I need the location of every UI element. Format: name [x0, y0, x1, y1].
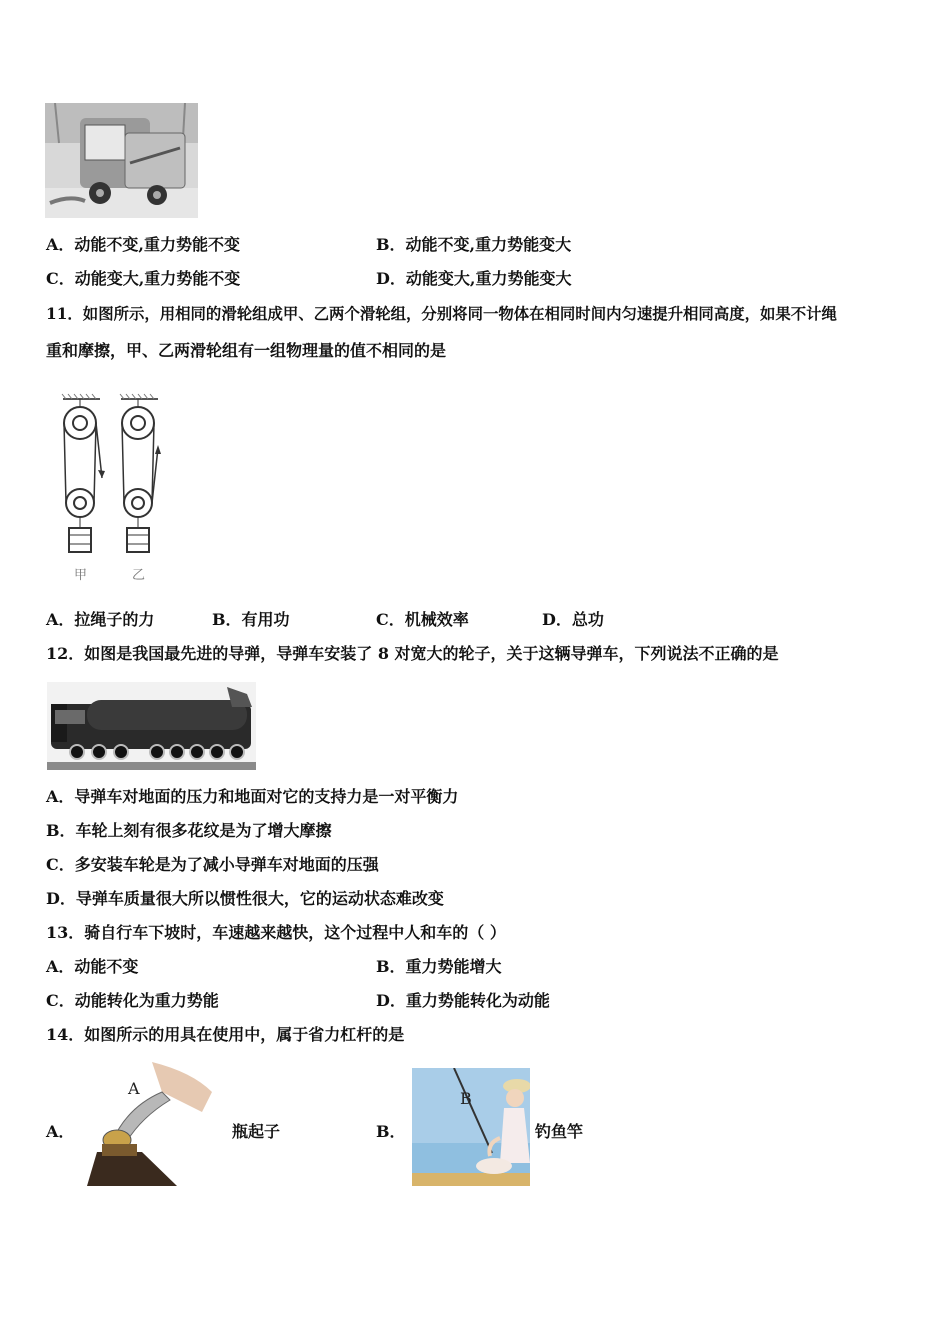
q12-option-b[interactable]: B．车轮上刻有很多花纹是为了增大摩擦 — [46, 821, 332, 840]
q13-option-b[interactable]: B．重力势能增大 — [376, 957, 502, 976]
q11-option-b[interactable]: B．有用功 — [212, 610, 290, 629]
q14-option-b-caption[interactable]: 钓鱼竿 — [535, 1122, 584, 1141]
q13-option-a[interactable]: A．动能不变 — [46, 957, 139, 976]
q10-option-d[interactable]: D．动能变大,重力势能变大 — [376, 269, 572, 288]
q11-option-c[interactable]: C．机械效率 — [376, 610, 469, 629]
q12-stem: 12．如图是我国最先进的导弹，导弹车安装了 8 对宽大的轮子，关于这辆导弹车，下列说法不正确的是 — [46, 644, 779, 663]
street-sweeper-image — [45, 103, 198, 218]
q11-stem-line1: 11．如图所示，用相同的滑轮组成甲、乙两个滑轮组，分别将同一物体在相同时间内匀速提升相同高度，如果不计绳 — [46, 305, 837, 323]
q10-option-c[interactable]: C．动能变大,重力势能不变 — [46, 269, 241, 288]
pulley-label-jia: 甲 — [74, 568, 88, 583]
bottle-opener-label: A — [128, 1079, 140, 1098]
q10-option-b[interactable]: B．动能不变,重力势能变大 — [376, 235, 572, 254]
q12-option-a[interactable]: A．导弹车对地面的压力和地面对它的支持力是一对平衡力 — [46, 787, 459, 806]
q14-option-b-letter[interactable]: B． — [376, 1122, 406, 1141]
q14-stem: 14．如图所示的用具在使用中，属于省力杠杆的是 — [46, 1025, 405, 1044]
q11-option-a[interactable]: A．拉绳子的力 — [46, 610, 155, 629]
q13-option-d[interactable]: D．重力势能转化为动能 — [376, 991, 550, 1010]
q13-option-c[interactable]: C．动能转化为重力势能 — [46, 991, 219, 1010]
q14-option-a-letter[interactable]: A． — [46, 1122, 75, 1141]
fishing-rod-label: B — [460, 1089, 472, 1108]
missile-truck-image — [47, 682, 256, 770]
pulley-systems-diagram — [58, 393, 168, 588]
q11-option-d[interactable]: D．总功 — [542, 610, 604, 629]
q12-option-c[interactable]: C．多安装车轮是为了减小导弹车对地面的压强 — [46, 855, 379, 874]
q13-stem: 13．骑自行车下坡时，车速越来越快，这个过程中人和车的（ ） — [46, 923, 506, 942]
bottle-opener-image — [82, 1062, 217, 1186]
q12-option-d[interactable]: D．导弹车质量很大所以惯性很大，它的运动状态难改变 — [46, 889, 444, 908]
pulley-label-yi: 乙 — [132, 568, 146, 583]
q11-stem-line2: 重和摩擦，甲、乙两滑轮组有一组物理量的值不相同的是 — [46, 341, 447, 360]
q14-option-a-caption[interactable]: 瓶起子 — [232, 1122, 281, 1141]
q10-option-a[interactable]: A．动能不变,重力势能不变 — [46, 235, 240, 254]
fishing-rod-image — [412, 1068, 530, 1186]
